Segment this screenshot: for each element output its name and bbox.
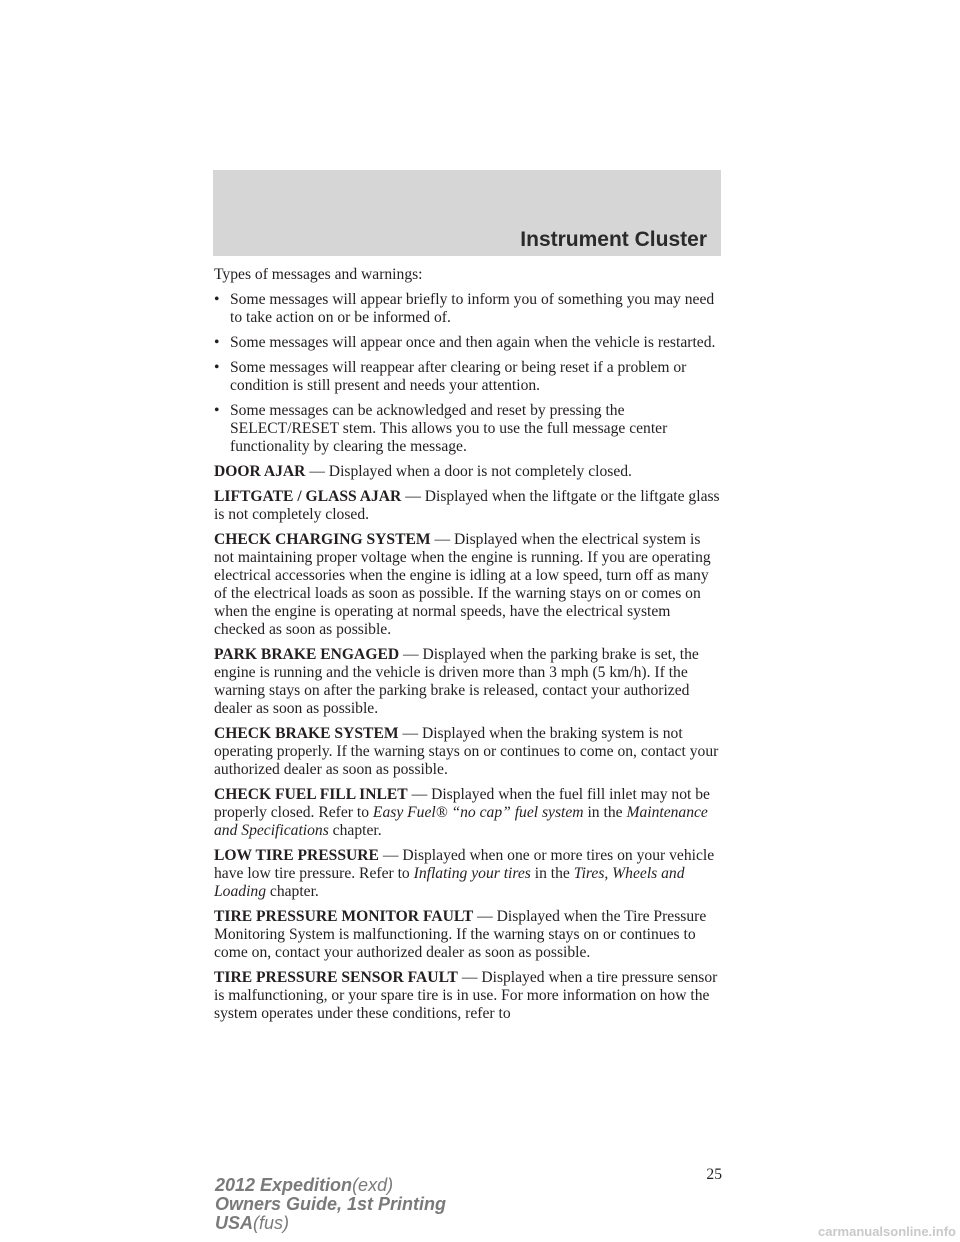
list-item-text: Some messages will appear once and then again when the vehicle is restarted. bbox=[230, 334, 716, 351]
message-desc: chapter. bbox=[266, 883, 319, 900]
message-brake-system bbox=[214, 725, 722, 779]
message-desc: in the bbox=[583, 804, 627, 821]
chapter-reference: Tires, Wheels and Loading bbox=[214, 865, 685, 900]
cross-reference-link: Inflating your tires bbox=[413, 865, 531, 882]
message-liftgate bbox=[214, 488, 722, 524]
list-item bbox=[214, 402, 722, 456]
list-item bbox=[214, 334, 722, 352]
footer-line: Owners Guide, 1st Printing bbox=[215, 1194, 447, 1214]
message-term: PARK BRAKE ENGAGED bbox=[214, 646, 400, 663]
message-charging bbox=[214, 531, 722, 639]
list-item-text: Some messages will appear briefly to inform you of something you may need to take action on or be informed of. bbox=[230, 291, 715, 326]
message-desc: chapter. bbox=[328, 822, 382, 839]
message-desc: in the bbox=[530, 865, 574, 882]
message-term: CHECK FUEL FILL INLET bbox=[214, 786, 408, 803]
section-header-band bbox=[213, 170, 721, 256]
message-desc: — Displayed when the fuel fill inlet may not be properly closed. Refer to bbox=[214, 786, 710, 821]
message-low-tire bbox=[214, 847, 722, 901]
message-desc: — Displayed when a door is not completely closed. bbox=[309, 463, 632, 480]
page-content bbox=[214, 266, 722, 1030]
chapter-reference: Maintenance and Specifications bbox=[214, 804, 708, 839]
page-number: 25 bbox=[706, 1166, 722, 1183]
list-item bbox=[214, 291, 722, 327]
list-item-text: Some messages can be acknowledged and reset by pressing the SELECT/RESET stem. This allows you to use the full message center functionality by clearing the message. bbox=[230, 402, 668, 455]
message-desc: — Displayed when the liftgate or the liftgate glass is not completely closed. bbox=[214, 488, 720, 523]
message-types-list bbox=[214, 291, 722, 456]
message-desc: — Displayed when the Tire Pressure Monitoring System is malfunctioning. If the warning stays on or continues to come on, contact your authorized dealer as soon as possible. bbox=[214, 908, 707, 961]
footer-line bbox=[215, 1214, 446, 1233]
intro-text: Types of messages and warnings: bbox=[214, 266, 423, 283]
cross-reference-link: Easy Fuel® “no cap” fuel system bbox=[372, 804, 584, 821]
message-desc: — Displayed when the electrical system is not maintaining proper voltage when the engine is running. If you are operating electrical accessories when the engine is idling at a low speed, turn off as many of the electrical loads as soon as possible. If the warning stays on or comes on when the engine is operating at normal speeds, have the electrical system checked as soon as possible. bbox=[214, 531, 711, 638]
footer-model-code: (exd) bbox=[352, 1175, 394, 1195]
footer-model: 2012 Expedition bbox=[215, 1175, 353, 1195]
message-door-ajar bbox=[214, 463, 722, 481]
message-desc: — Displayed when one or more tires on your vehicle have low tire pressure. Refer to bbox=[214, 847, 715, 882]
section-title: Instrument Cluster bbox=[520, 228, 707, 251]
message-term: DOOR AJAR bbox=[214, 463, 306, 480]
message-term: CHECK CHARGING SYSTEM bbox=[214, 531, 431, 548]
list-item bbox=[214, 359, 722, 395]
message-fuel-fill bbox=[214, 786, 722, 840]
message-sensor-fault bbox=[214, 969, 722, 1023]
message-desc: — Displayed when a tire pressure sensor is malfunctioning, or your spare tire is in use. For more information on how the system operates under these conditions, refer to bbox=[214, 969, 718, 1022]
bullet-icon: • bbox=[214, 334, 220, 351]
message-park-brake bbox=[214, 646, 722, 718]
print-footer bbox=[215, 1176, 446, 1233]
message-term: TIRE PRESSURE SENSOR FAULT bbox=[214, 969, 458, 986]
message-term: LOW TIRE PRESSURE bbox=[214, 847, 379, 864]
bullet-icon: • bbox=[214, 359, 220, 376]
bullet-icon: • bbox=[214, 291, 220, 308]
message-term: CHECK BRAKE SYSTEM bbox=[214, 725, 399, 742]
message-desc: — Displayed when the parking brake is set, the engine is running and the vehicle is driven more than 3 mph (5 km/h). If the warning stays on after the parking brake is released, contact your authorized dealer as soon as possible. bbox=[214, 646, 699, 717]
message-desc: — Displayed when the braking system is not operating properly. If the warning stays on or continues to come on, contact your authorized dealer as soon as possible. bbox=[214, 725, 719, 778]
footer-market-code: (fus) bbox=[253, 1213, 290, 1233]
message-term: TIRE PRESSURE MONITOR FAULT bbox=[214, 908, 474, 925]
footer-market: USA bbox=[215, 1213, 254, 1233]
message-tpms-fault bbox=[214, 908, 722, 962]
message-term: LIFTGATE / GLASS AJAR bbox=[214, 488, 402, 505]
bullet-icon: • bbox=[214, 402, 220, 419]
list-item-text: Some messages will reappear after clearing or being reset if a problem or condition is still present and needs your attention. bbox=[230, 359, 687, 394]
footer-line bbox=[215, 1176, 446, 1195]
site-watermark: carmanualsonline.info bbox=[818, 1224, 956, 1239]
